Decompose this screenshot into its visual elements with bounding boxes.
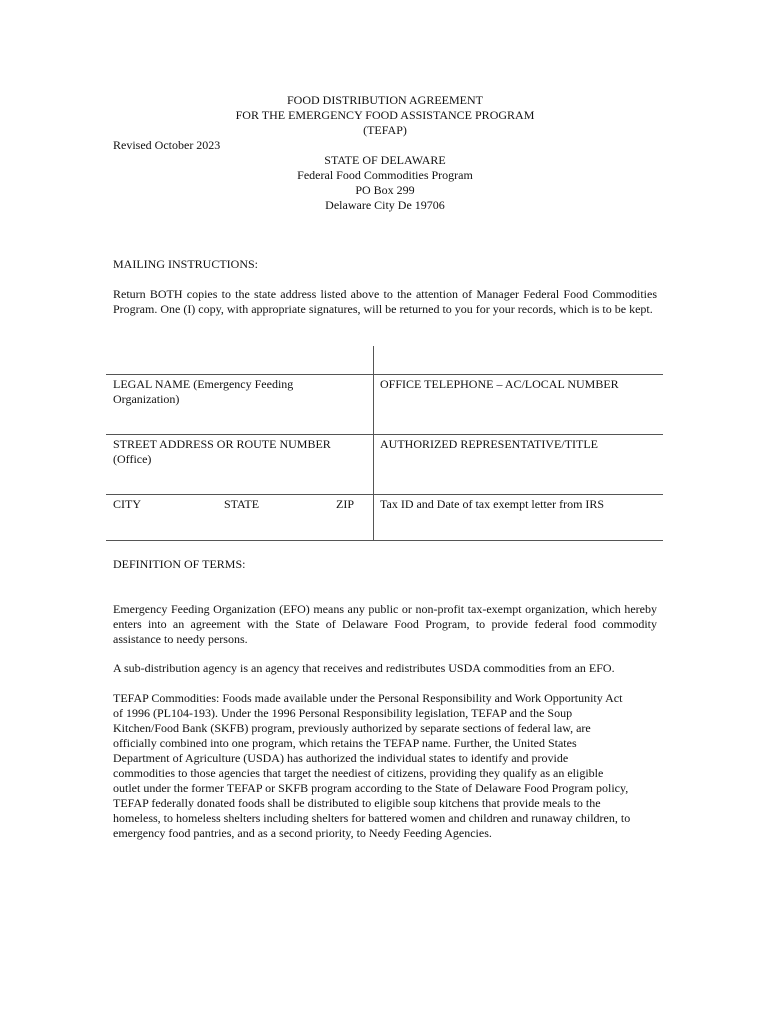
definitions-heading: DEFINITION OF TERMS: (113, 557, 246, 571)
mailing-text: Return BOTH copies to the state address listed above to the attention of Manager Federal Food Commodities Program. One (I) copy, with appropriate signatures, will be returned to you for your records, which is to be kept. (113, 287, 657, 316)
city-field-label: CITY (113, 497, 141, 511)
street-address-label-2: (Office) (113, 452, 152, 466)
form-row-line-2 (106, 434, 663, 435)
address-city: Delaware City De 19706 (325, 198, 445, 212)
efo-definition: Emergency Feeding Organization (EFO) means any public or non-profit tax-exempt organization, which hereby enters into an agreement with the State of Delaware Food Program, to provide federal food commodity assistance to needy persons. (113, 602, 657, 646)
revised-date: Revised October 2023 (113, 138, 221, 152)
authorized-representative-label: AUTHORIZED REPRESENTATIVE/TITLE (380, 437, 599, 451)
address-state: STATE OF DELAWARE (324, 153, 446, 167)
state-address (113, 153, 657, 213)
tefap-line: officially combined into one program, which retains the TEFAP name. Further, the United States (113, 736, 577, 750)
tefap-line: emergency food pantries, and as a second priority, to Needy Feeding Agencies. (113, 826, 492, 840)
title-line-1: FOOD DISTRIBUTION AGREEMENT (287, 93, 483, 107)
form-column-divider (373, 346, 374, 541)
title-line-3: (TEFAP) (363, 123, 407, 137)
legal-name-label-2: Organization) (113, 392, 180, 406)
street-address-field[interactable] (113, 437, 368, 467)
legal-name-label-1: LEGAL NAME (Emergency Feeding (113, 377, 294, 391)
mailing-heading: MAILING INSTRUCTIONS: (113, 257, 258, 271)
office-telephone-field[interactable] (380, 377, 660, 392)
agreement-title (113, 93, 657, 138)
tefap-line: commodities to those agencies that target the neediest of citizens, providing they qualify as an eligible (113, 766, 604, 780)
sub-distribution-definition: A sub-distribution agency is an agency that receives and redistributes USDA commodities from an EFO. (113, 661, 615, 675)
tefap-line: of 1996 (PL104-193). Under the 1996 Personal Responsibility legislation, TEFAP and the Soup (113, 706, 573, 720)
legal-name-field[interactable] (113, 377, 363, 407)
tefap-line: TEFAP federally donated foods shall be distributed to eligible soup kitchens that provide meals to the (113, 796, 601, 810)
form-row-line-3 (106, 494, 663, 495)
form-row-line-4 (106, 540, 663, 541)
street-address-label-1: STREET ADDRESS OR ROUTE NUMBER (113, 437, 331, 451)
tefap-line: TEFAP Commodities: Foods made available under the Personal Responsibility and Work Opportunity Act (113, 691, 623, 705)
tefap-line: outlet under the former TEFAP or SKFB program according to the State of Delaware Food Program policy, (113, 781, 629, 795)
title-line-2: FOR THE EMERGENCY FOOD ASSISTANCE PROGRAM (235, 108, 535, 122)
authorized-representative-field[interactable] (380, 437, 660, 452)
tefap-line: Department of Agriculture (USDA) has authorized the individual states to identify and provide (113, 751, 569, 765)
zip-field-label: ZIP (336, 497, 354, 511)
address-po-box: PO Box 299 (355, 183, 415, 197)
tefap-commodities-definition (113, 691, 663, 841)
state-field-label: STATE (224, 497, 260, 511)
address-program: Federal Food Commodities Program (297, 168, 473, 182)
tax-id-label: Tax ID and Date of tax exempt letter from IRS (380, 497, 605, 511)
tefap-line: Kitchen/Food Bank (SKFB) program, previously authorized by separate sections of federal law, are (113, 721, 591, 735)
office-telephone-label: OFFICE TELEPHONE – AC/LOCAL NUMBER (380, 377, 619, 391)
tax-id-field[interactable] (380, 497, 660, 512)
form-row-line-1 (106, 374, 663, 375)
tefap-line: homeless, to homeless shelters including shelters for battered women and children and runaway children, to (113, 811, 631, 825)
